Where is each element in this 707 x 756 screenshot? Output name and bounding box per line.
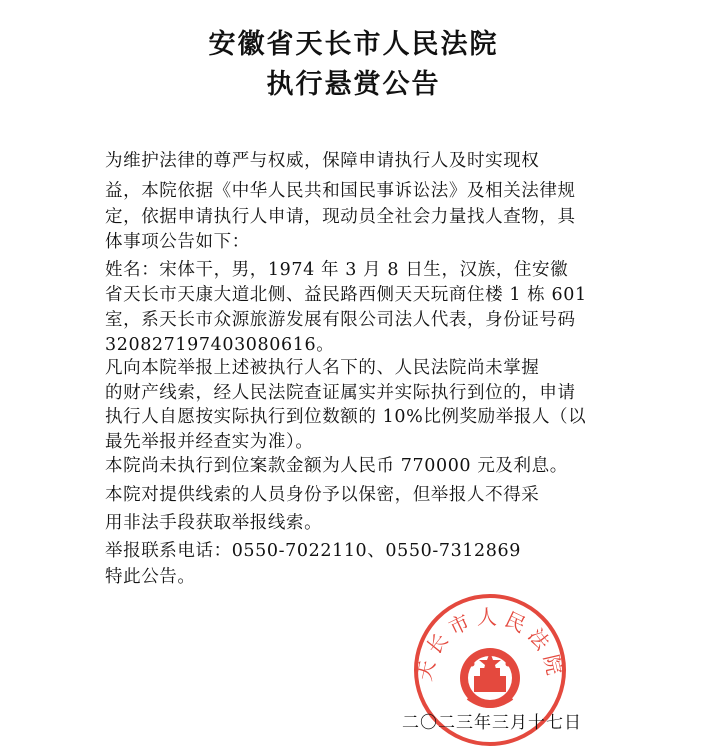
body-line: 体事项公告如下：: [105, 232, 250, 252]
body-line: 执行人自愿按实际执行到位数额的 10%比例奖励举报人（以: [105, 407, 587, 427]
body-line: 室，系天长市众源旅游发展有限公司法人代表，身份证号码: [105, 310, 576, 330]
body-line: 省天长市天康大道北侧、益民路西侧天天玩商住楼 1 栋 601: [105, 285, 587, 305]
body-line: 本院尚未执行到位案款金额为人民币 770000 元及利息。: [105, 456, 568, 476]
notice-date: 二〇二三年三月十七日: [402, 713, 582, 733]
body-line: 最先举报并经查实为准）。: [105, 432, 314, 452]
court-name-heading: 安徽省天长市人民法院: [208, 29, 499, 60]
seal-text: 天长市人民法院: [412, 605, 568, 683]
body-line: 320827197403080616。: [105, 335, 335, 355]
notice-title-heading: 执行悬赏公告: [266, 69, 441, 100]
body-line: 本院对提供线索的人员身份予以保密，但举报人不得采: [105, 485, 540, 505]
body-line: 益，本院依据《中华人民共和国民事诉讼法》及相关法律规: [105, 181, 576, 201]
body-line: 姓名：宋体干，男，1974 年 3 月 8 日生，汉族，住安徽: [105, 260, 569, 280]
body-line: 凡向本院举报上述被执行人名下的、人民法院尚未掌握: [105, 358, 540, 378]
national-emblem-icon: [460, 648, 520, 708]
body-line: 定，依据申请执行人申请，现动员全社会力量找人查物，具: [105, 207, 576, 227]
body-line: 用非法手段获取举报线索。: [105, 513, 323, 533]
body-line: 举报联系电话：0550-7022110、0550-7312869: [105, 541, 521, 561]
body-line: 特此公告。: [105, 567, 196, 587]
body-line: 的财产线索，经人民法院查证属实并实际执行到位的，申请: [105, 383, 576, 403]
body-line: 为维护法律的尊严与权威，保障申请执行人及时实现权: [105, 151, 540, 171]
